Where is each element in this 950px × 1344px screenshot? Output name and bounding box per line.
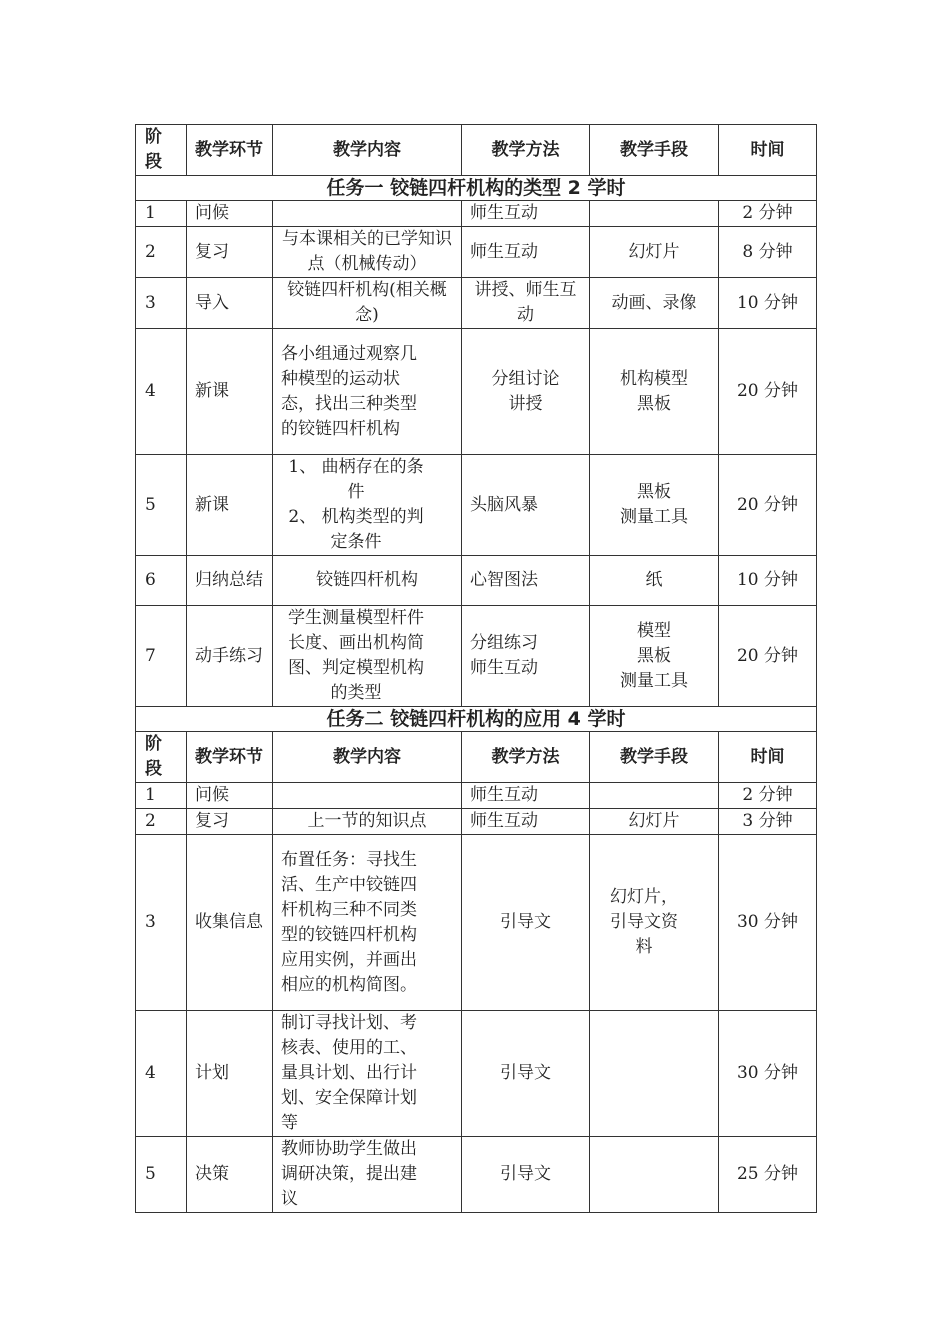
cell-time: 2 分钟: [719, 201, 817, 227]
cell-method: 分组练习 师生互动: [462, 606, 590, 707]
table-row: [136, 278, 817, 329]
cell-method: 心智图法: [462, 556, 590, 606]
header-time: 时间: [719, 125, 817, 176]
table-row: [136, 455, 817, 556]
cell-step: 复习: [187, 809, 273, 835]
cell-step: 决策: [187, 1137, 273, 1213]
cell-time: 30 分钟: [719, 835, 817, 1011]
cell-means: 幻灯片: [590, 809, 719, 835]
cell-means: 模型 黑板 测量工具: [590, 606, 719, 707]
cell-phase: 4: [136, 329, 187, 455]
table-row: [136, 809, 817, 835]
cell-means: [590, 1137, 719, 1213]
header-method: 教学方法: [462, 125, 590, 176]
header-phase: 阶段: [136, 125, 187, 176]
cell-phase: 5: [136, 1137, 187, 1213]
cell-method: 讲授、师生互动: [462, 278, 590, 329]
lesson-plan-table: [135, 124, 817, 1213]
header-means: 教学手段: [590, 732, 719, 783]
header-step: 教学环节: [187, 125, 273, 176]
table-row: [136, 1137, 817, 1213]
cell-content: [273, 201, 462, 227]
cell-time: 8 分钟: [719, 227, 817, 278]
table-row: [136, 201, 817, 227]
table-row: [136, 227, 817, 278]
cell-means: 纸: [590, 556, 719, 606]
cell-means: 幻灯片，引导文资料: [590, 835, 719, 1011]
cell-method: 分组讨论 讲授: [462, 329, 590, 455]
cell-content: 1、 曲柄存在的条件 2、 机构类型的判定条件: [273, 455, 462, 556]
cell-phase: 3: [136, 835, 187, 1011]
cell-method: 引导文: [462, 1011, 590, 1137]
cell-phase: 7: [136, 606, 187, 707]
header-step: 教学环节: [187, 732, 273, 783]
cell-phase: 5: [136, 455, 187, 556]
cell-content: 与本课相关的已学知识点（机械传动）: [273, 227, 462, 278]
table-row: [136, 783, 817, 809]
cell-content: [273, 783, 462, 809]
cell-step: 问候: [187, 201, 273, 227]
cell-step: 收集信息: [187, 835, 273, 1011]
table-row: [136, 1011, 817, 1137]
cell-content: 学生测量模型杆件长度、画出机构简图、判定模型机构的类型: [273, 606, 462, 707]
header-time: 时间: [719, 732, 817, 783]
header-content: 教学内容: [273, 125, 462, 176]
task-title-row: [136, 176, 817, 201]
cell-means: 幻灯片: [590, 227, 719, 278]
header-phase: 阶段: [136, 732, 187, 783]
cell-time: 25 分钟: [719, 1137, 817, 1213]
cell-method: 师生互动: [462, 809, 590, 835]
cell-step: 新课: [187, 455, 273, 556]
cell-phase: 2: [136, 227, 187, 278]
task-title-row: [136, 707, 817, 732]
cell-means: [590, 1011, 719, 1137]
cell-content: 布置任务：寻找生活、生产中铰链四杆机构三种不同类型的铰链四杆机构应用实例，并画出相应的机构简图。: [273, 835, 462, 1011]
cell-content: 制订寻找计划、考核表、使用的工、量具计划、出行计划、安全保障计划等: [273, 1011, 462, 1137]
cell-content: 铰链四杆机构: [273, 556, 462, 606]
cell-method: 引导文: [462, 835, 590, 1011]
cell-phase: 6: [136, 556, 187, 606]
cell-step: 新课: [187, 329, 273, 455]
cell-phase: 3: [136, 278, 187, 329]
table-row: [136, 329, 817, 455]
cell-time: 10 分钟: [719, 278, 817, 329]
cell-step: 导入: [187, 278, 273, 329]
cell-means: 机构模型 黑板: [590, 329, 719, 455]
table-row: [136, 835, 817, 1011]
cell-step: 计划: [187, 1011, 273, 1137]
cell-time: 20 分钟: [719, 606, 817, 707]
cell-time: 3 分钟: [719, 809, 817, 835]
cell-method: 师生互动: [462, 783, 590, 809]
cell-method: 引导文: [462, 1137, 590, 1213]
cell-step: 归纳总结: [187, 556, 273, 606]
cell-time: 30 分钟: [719, 1011, 817, 1137]
cell-content: 铰链四杆机构(相关概念): [273, 278, 462, 329]
cell-phase: 1: [136, 201, 187, 227]
cell-step: 问候: [187, 783, 273, 809]
cell-time: 20 分钟: [719, 329, 817, 455]
cell-time: 20 分钟: [719, 455, 817, 556]
cell-content: 教师协助学生做出调研决策，提出建议: [273, 1137, 462, 1213]
cell-method: 师生互动: [462, 227, 590, 278]
cell-step: 复习: [187, 227, 273, 278]
cell-time: 2 分钟: [719, 783, 817, 809]
cell-means: 动画、录像: [590, 278, 719, 329]
cell-content: 上一节的知识点: [273, 809, 462, 835]
table-header-row: [136, 732, 817, 783]
table-row: [136, 556, 817, 606]
cell-content: 各小组通过观察几种模型的运动状态，找出三种类型的铰链四杆机构: [273, 329, 462, 455]
header-content: 教学内容: [273, 732, 462, 783]
cell-phase: 1: [136, 783, 187, 809]
cell-means: 黑板 测量工具: [590, 455, 719, 556]
header-means: 教学手段: [590, 125, 719, 176]
cell-phase: 4: [136, 1011, 187, 1137]
table-row: [136, 606, 817, 707]
cell-time: 10 分钟: [719, 556, 817, 606]
task-title: 任务一 铰链四杆机构的类型 2 学时: [136, 176, 817, 201]
cell-phase: 2: [136, 809, 187, 835]
cell-method: 头脑风暴: [462, 455, 590, 556]
cell-step: 动手练习: [187, 606, 273, 707]
header-method: 教学方法: [462, 732, 590, 783]
task-title: 任务二 铰链四杆机构的应用 4 学时: [136, 707, 817, 732]
cell-means: [590, 201, 719, 227]
cell-means: [590, 783, 719, 809]
table-header-row: [136, 125, 817, 176]
cell-method: 师生互动: [462, 201, 590, 227]
